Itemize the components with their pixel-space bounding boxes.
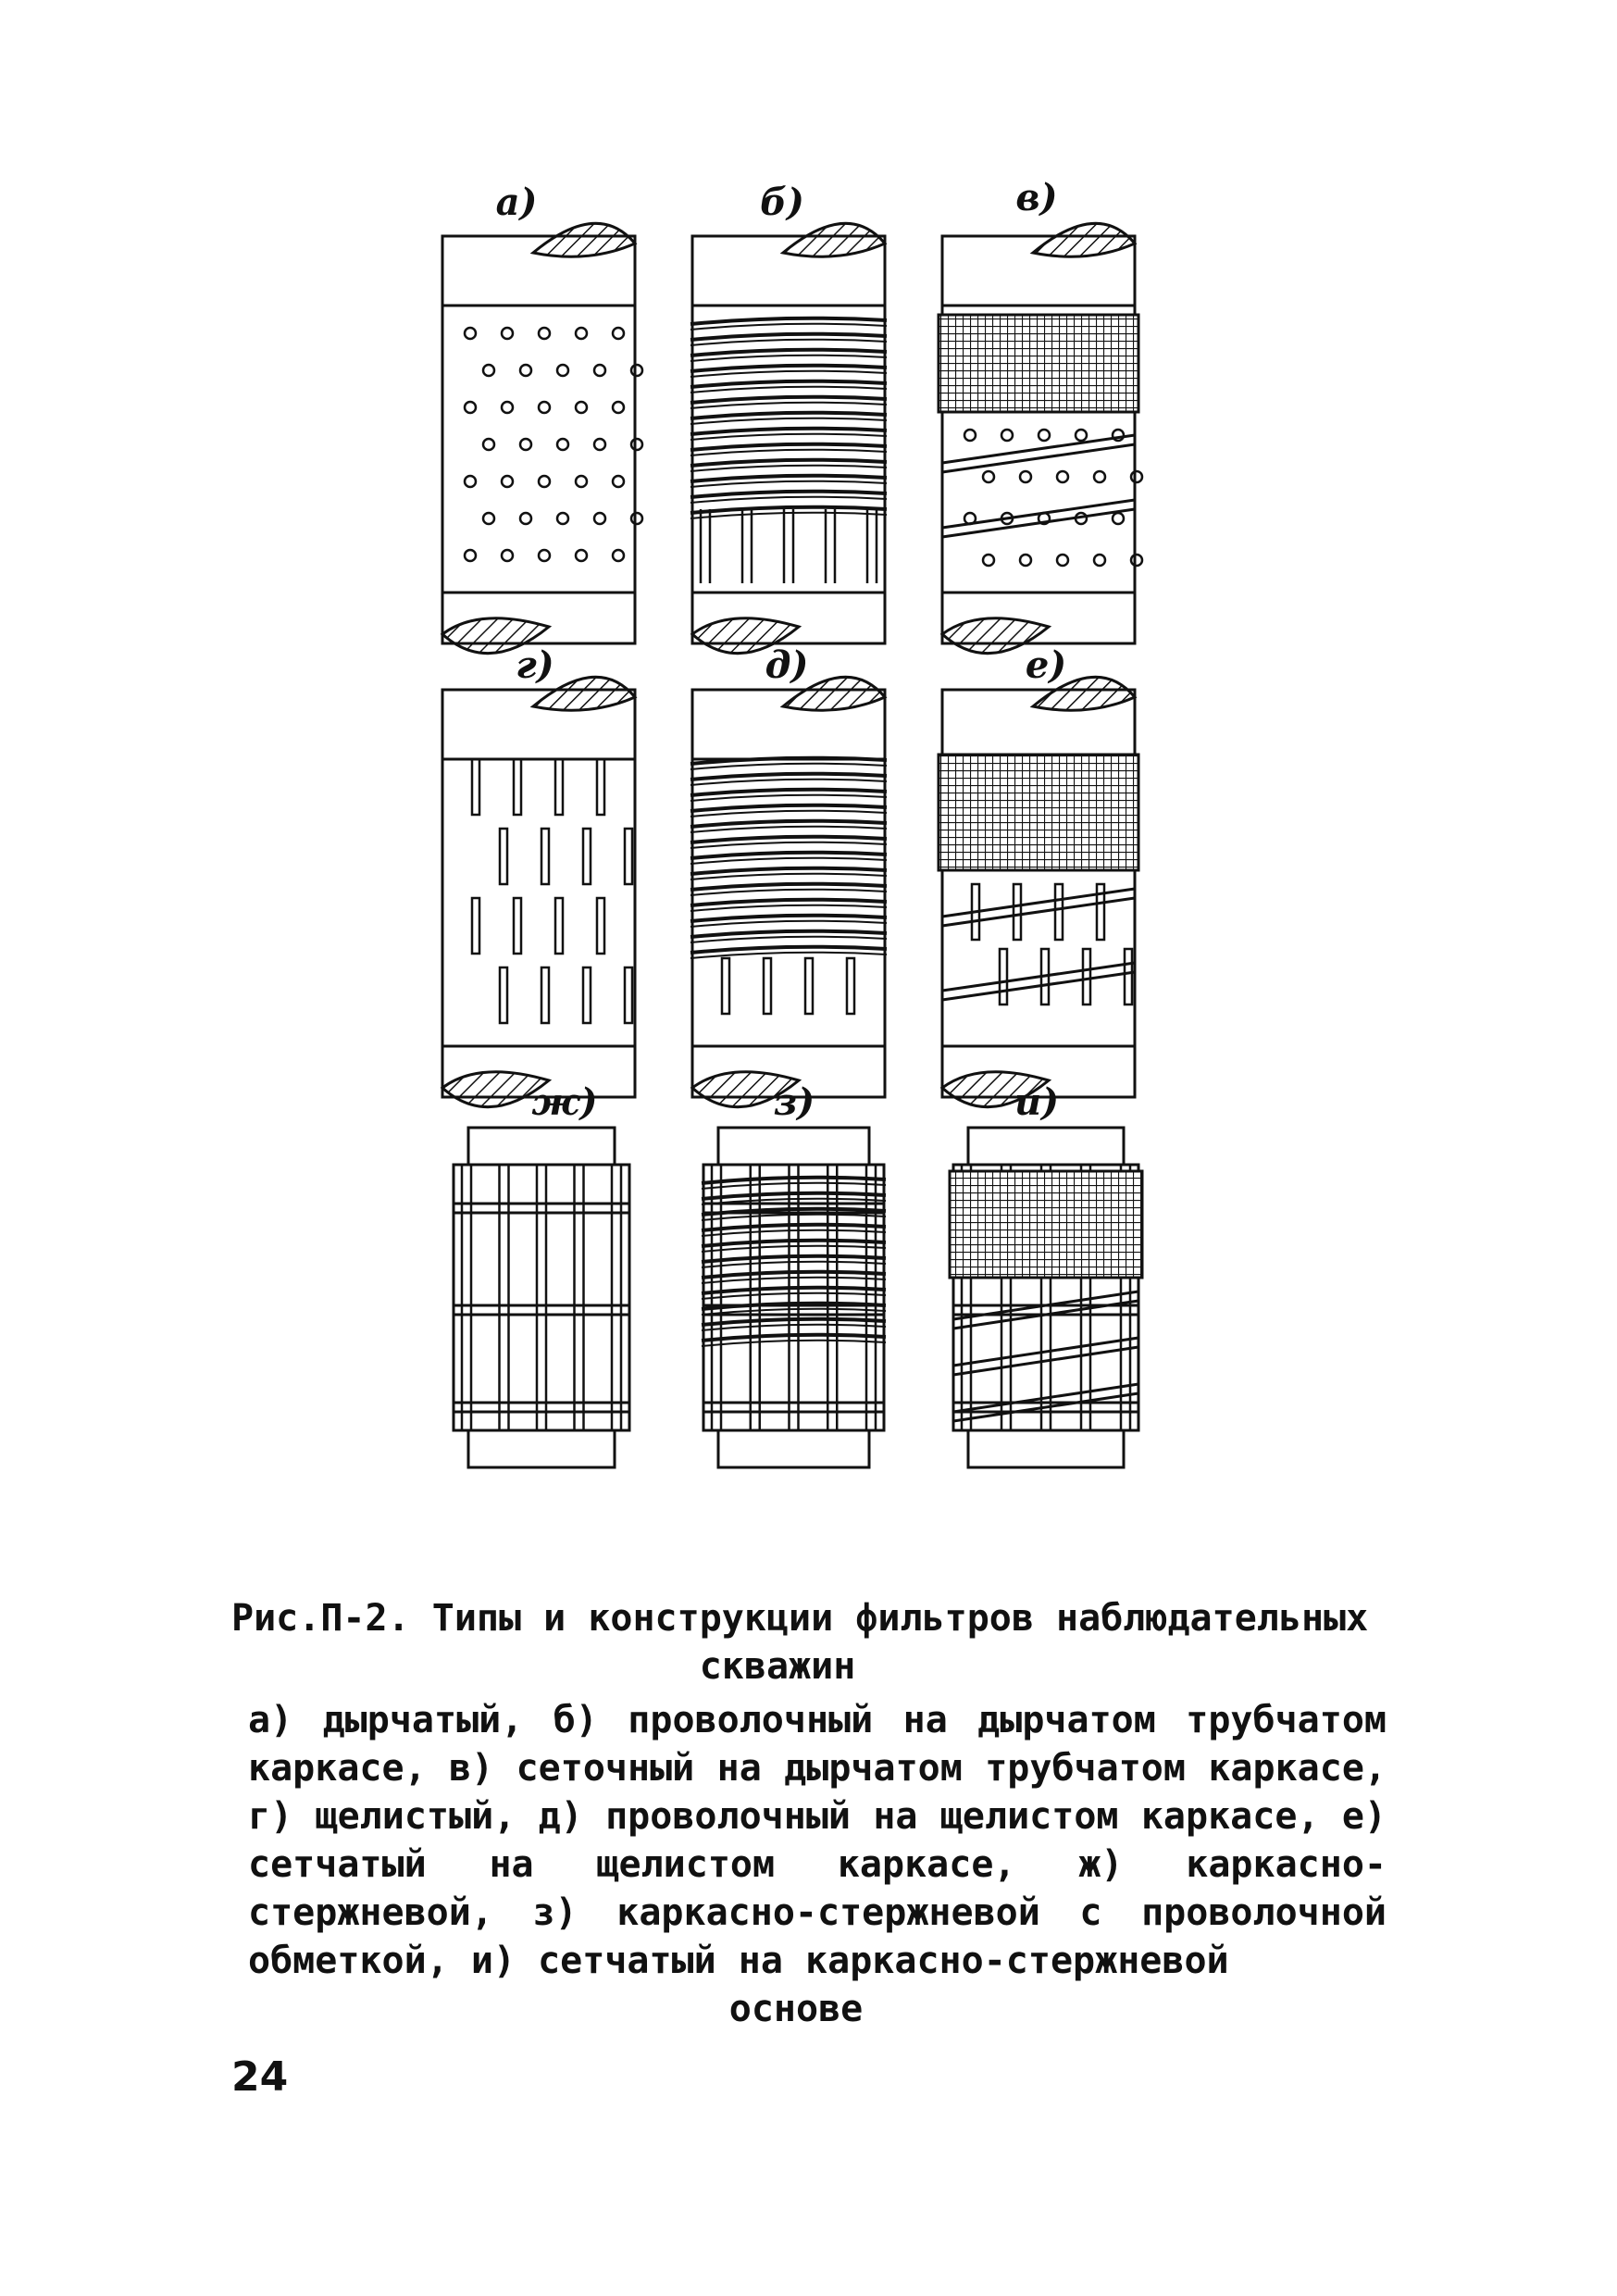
filter-sketch-b [690, 223, 887, 653]
panel-label-6: ж) [531, 1080, 598, 1124]
caption-subtitle: скважин [699, 1645, 856, 1688]
caption-ending: основе [728, 1988, 864, 2030]
mesh-wrap [939, 315, 1138, 412]
caption-body: а) дырчатый, б) проволочный на дырчатом трубчатом каркасе, в) сеточный на дырчатом трубчатом каркасе, г) щелистый, д) проволочный на щелистом каркасе, е) сетчатый на щелистом каркасе, ж) каркасно-стержневой, з) каркасно-стержневой с проволочной обметкой, и) сетчатый на каркасно-стержневой [248, 1699, 1387, 1982]
panel-label-2: в) [1015, 176, 1058, 219]
frame-top-collar [968, 1128, 1124, 1165]
panel-label-1: б) [760, 181, 804, 224]
filter-sketch-e [939, 677, 1138, 1106]
figure-caption [231, 1594, 1435, 2033]
frame-top-collar [468, 1128, 615, 1165]
filter-sketch-c [939, 223, 1142, 653]
frame-top-collar [718, 1128, 869, 1165]
filter-sketch-g [442, 677, 635, 1106]
frame-bottom-collar [468, 1430, 615, 1467]
panel-label-0: а) [495, 181, 538, 224]
panel-label-3: г) [516, 643, 554, 687]
filter-sketch-zh [454, 1128, 629, 1467]
panel-label-7: з) [773, 1080, 815, 1124]
caption-title: Рис.П-2. Типы и конструкции фильтров наблюдательных [231, 1597, 1369, 1640]
panel-label-5: е) [1025, 643, 1067, 687]
filter-sketch-i [950, 1128, 1142, 1467]
pipe-body [692, 236, 885, 643]
filter-sketch-z [702, 1128, 886, 1467]
frame-bottom-collar [968, 1430, 1124, 1467]
panel-label-8: и) [1014, 1080, 1059, 1124]
mesh-wrap [939, 755, 1138, 870]
pipe-body [442, 236, 635, 643]
mesh-wrap [950, 1171, 1142, 1278]
panel-label-4: д) [765, 643, 809, 687]
pipe-body [442, 690, 635, 1097]
filter-sketch-a [442, 223, 642, 653]
filter-sketch-d [690, 677, 887, 1106]
frame-bottom-collar [718, 1430, 869, 1467]
page-number: 24 [231, 2053, 289, 2101]
